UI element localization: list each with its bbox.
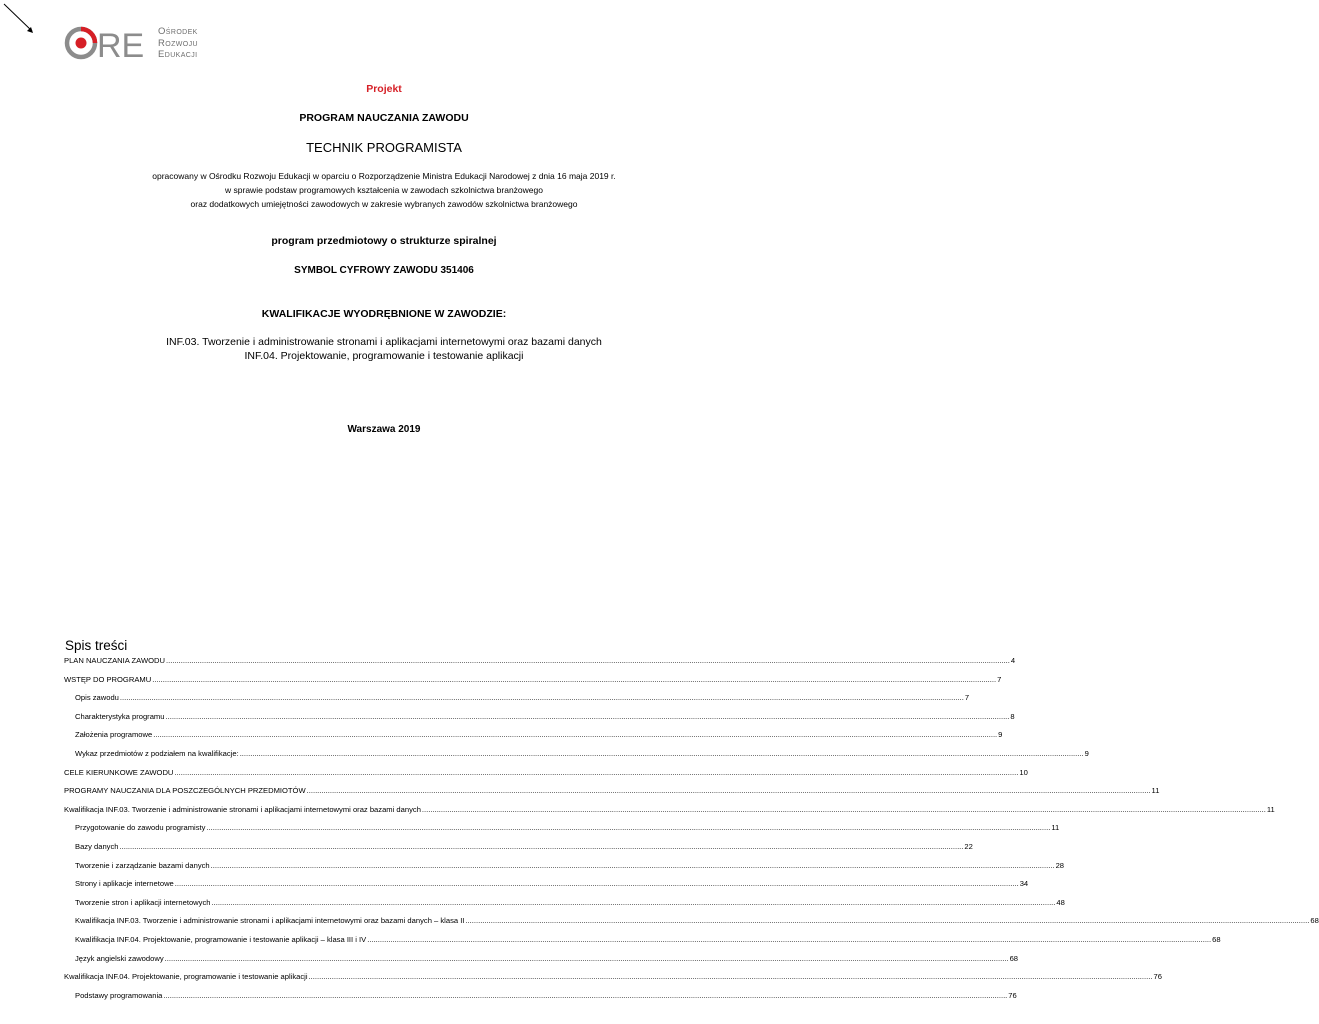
toc-dot-leader: ................................................................................................................................................................................................................................................................................................................................................................................................................ bbox=[206, 823, 1051, 833]
opracowany-line: opracowany w Ośrodku Rozwoju Edukacji w oparciu o Rozporządzenie Ministra Edukacji Narodowej z dnia 16 maja 2019 r. bbox=[152, 171, 616, 181]
toc-entry-page: 7 bbox=[997, 674, 1002, 684]
toc-entry-title: Kwalifikacja INF.04. Projektowanie, programowanie i testowanie aplikacji bbox=[64, 972, 308, 982]
table-of-contents bbox=[64, 656, 1319, 1009]
toc-entry-page: 11 bbox=[1151, 786, 1160, 796]
toc-entry-title: Język angielski zawodowy bbox=[75, 953, 164, 963]
toc-entry[interactable] bbox=[64, 916, 1319, 935]
program-title: PROGRAM NAUCZANIA ZAWODU bbox=[299, 112, 469, 124]
toc-dot-leader: ................................................................................................................................................................................................................................................................................................................................................................................................................ bbox=[367, 934, 1212, 944]
toc-entry-page: 4 bbox=[1010, 656, 1016, 665]
toc-entry-page: 76 bbox=[1008, 990, 1017, 1000]
toc-dot-leader: ................................................................................................................................................................................................................................................................................................................................................................................................................ bbox=[153, 730, 998, 740]
toc-entry[interactable] bbox=[64, 841, 973, 861]
toc-dot-leader: ................................................................................................................................................................................................................................................................................................................................................................................................................ bbox=[119, 693, 964, 703]
toc-dot-leader: ................................................................................................................................................................................................................................................................................................................................................................................................................ bbox=[119, 841, 964, 851]
toc-entry-title: Opis zawodu bbox=[75, 693, 119, 703]
toc-entry-page: 11 bbox=[1266, 804, 1275, 814]
toc-dot-leader: ................................................................................................................................................................................................................................................................................................................................................................................................................ bbox=[308, 972, 1153, 982]
projekt-label: Projekt bbox=[366, 83, 402, 95]
qualifications-heading: KWALIFIKACJE WYODRĘBNIONE W ZAWODZIE: bbox=[261, 308, 507, 320]
toc-entry[interactable] bbox=[64, 786, 1160, 805]
toc-entry-title: PROGRAMY NAUCZANIA DLA POSZCZEGÓLNYCH PRZEDMIOTÓW bbox=[64, 786, 306, 796]
toc-entry-page: 68 bbox=[1212, 934, 1221, 944]
toc-dot-leader: ................................................................................................................................................................................................................................................................................................................................................................................................................ bbox=[465, 916, 1310, 926]
toc-dot-leader: ................................................................................................................................................................................................................................................................................................................................................................................................................ bbox=[165, 656, 1010, 665]
city-year: Warszawa 2019 bbox=[347, 424, 421, 435]
toc-entry-title: Kwalifikacja INF.03. Tworzenie i administrowanie stronami i aplikacjami internetowymi oraz bazami danych – klasa II bbox=[75, 916, 465, 926]
toc-entry-page: 11 bbox=[1051, 823, 1060, 833]
toc-entry-title: Przygotowanie do zawodu programisty bbox=[75, 823, 206, 833]
toc-entry[interactable] bbox=[64, 656, 1016, 675]
toc-dot-leader: ................................................................................................................................................................................................................................................................................................................................................................................................................ bbox=[164, 953, 1009, 963]
toc-entry-page: 8 bbox=[1010, 711, 1015, 721]
toc-entry-title: Strony i aplikacje internetowe bbox=[75, 879, 174, 889]
logo-line: Edukacji bbox=[158, 49, 198, 60]
toc-entry[interactable] bbox=[64, 953, 1019, 973]
toc-entry-title: Wykaz przedmiotów z podziałem na kwalifikacje: bbox=[75, 748, 239, 758]
toc-entry-title: Podstawy programowania bbox=[75, 990, 163, 1000]
toc-entry[interactable] bbox=[64, 972, 1162, 991]
toc-dot-leader: ................................................................................................................................................................................................................................................................................................................................................................................................................ bbox=[152, 674, 997, 684]
program-type: program przedmiotowy o strukturze spiralnej bbox=[271, 235, 497, 247]
toc-dot-leader: ................................................................................................................................................................................................................................................................................................................................................................................................................ bbox=[210, 860, 1055, 870]
symbol-code: SYMBOL CYFROWY ZAWODU 351406 bbox=[294, 265, 474, 276]
opracowany-text bbox=[0, 169, 768, 211]
toc-entry-page: 28 bbox=[1055, 860, 1065, 870]
toc-dot-leader: ................................................................................................................................................................................................................................................................................................................................................................................................................ bbox=[306, 786, 1151, 796]
toc-entry[interactable] bbox=[64, 823, 1060, 842]
toc-title: Spis treści bbox=[65, 638, 128, 653]
toc-entry[interactable] bbox=[64, 767, 1028, 787]
toc-dot-leader: ................................................................................................................................................................................................................................................................................................................................................................................................................ bbox=[211, 897, 1056, 907]
toc-entry-page: 68 bbox=[1009, 953, 1019, 963]
toc-entry[interactable] bbox=[64, 711, 1015, 731]
toc-entry-title: CELE KIERUNKOWE ZAWODU bbox=[64, 767, 174, 777]
logo-line: Rozwoju bbox=[158, 37, 198, 49]
qualifications-list bbox=[0, 336, 768, 363]
logo-line: Ośrodek bbox=[158, 26, 198, 37]
toc-entry-page: 22 bbox=[964, 841, 973, 851]
toc-dot-leader: ................................................................................................................................................................................................................................................................................................................................................................................................................ bbox=[174, 879, 1019, 889]
toc-entry[interactable] bbox=[64, 860, 1065, 880]
toc-entry-page: 48 bbox=[1056, 897, 1065, 907]
qualification-item: INF.03. Tworzenie i administrowanie stronami i aplikacjami internetowymi oraz bazami danych bbox=[166, 336, 602, 348]
opracowany-line: w sprawie podstaw programowych kształcenia w zawodach szkolnictwa branżowego bbox=[225, 185, 543, 195]
toc-dot-leader: ................................................................................................................................................................................................................................................................................................................................................................................................................ bbox=[421, 804, 1266, 814]
svg-text:RE: RE bbox=[97, 27, 145, 65]
toc-entry-title: Kwalifikacja INF.03. Tworzenie i administrowanie stronami i aplikacjami internetowymi oraz bazami danych bbox=[64, 804, 421, 814]
toc-entry-title: Tworzenie i zarządzanie bazami danych bbox=[75, 860, 210, 870]
logo-text bbox=[158, 26, 198, 61]
profession-title: TECHNIK PROGRAMISTA bbox=[306, 140, 462, 155]
toc-entry[interactable] bbox=[64, 879, 1029, 898]
toc-entry-page: 34 bbox=[1019, 879, 1029, 889]
toc-entry[interactable] bbox=[64, 730, 1003, 749]
toc-entry-title: WSTĘP DO PROGRAMU bbox=[64, 674, 152, 684]
toc-entry-title: PLAN NAUCZANIA ZAWODU bbox=[64, 656, 165, 665]
toc-entry[interactable] bbox=[64, 990, 1017, 1010]
toc-entry-title: Kwalifikacja INF.04. Projektowanie, programowanie i testowanie aplikacji – klasa III i IV bbox=[75, 934, 367, 944]
toc-dot-leader: ................................................................................................................................................................................................................................................................................................................................................................................................................ bbox=[239, 748, 1084, 758]
toc-dot-leader: ................................................................................................................................................................................................................................................................................................................................................................................................................ bbox=[163, 990, 1008, 1000]
toc-entry-page: 7 bbox=[964, 693, 970, 703]
toc-dot-leader: ................................................................................................................................................................................................................................................................................................................................................................................................................ bbox=[174, 767, 1019, 777]
toc-entry[interactable] bbox=[64, 693, 970, 712]
toc-entry-title: Założenia programowe bbox=[75, 730, 153, 740]
qualification-item: INF.04. Projektowanie, programowanie i testowanie aplikacji bbox=[244, 349, 524, 362]
arrow-cursor-icon bbox=[2, 2, 38, 38]
toc-entry-title: Charakterystyka programu bbox=[75, 711, 165, 721]
toc-entry-page: 76 bbox=[1153, 972, 1162, 982]
opracowany-line: oraz dodatkowych umiejętności zawodowych w zakresie wybranych zawodów szkolnictwa branżowego bbox=[190, 199, 578, 209]
toc-entry-page: 9 bbox=[998, 730, 1003, 740]
toc-entry[interactable] bbox=[64, 674, 1002, 694]
toc-entry-title: Tworzenie stron i aplikacji internetowych bbox=[75, 897, 211, 907]
toc-entry[interactable] bbox=[64, 804, 1275, 824]
toc-entry-page: 68 bbox=[1310, 916, 1319, 926]
toc-entry[interactable] bbox=[64, 934, 1221, 954]
toc-entry[interactable] bbox=[64, 748, 1089, 768]
toc-entry-title: Bazy danych bbox=[75, 841, 119, 851]
toc-entry-page: 9 bbox=[1084, 748, 1089, 758]
toc-entry[interactable] bbox=[64, 897, 1065, 917]
toc-entry-page: 10 bbox=[1019, 767, 1028, 777]
toc-dot-leader: ................................................................................................................................................................................................................................................................................................................................................................................................................ bbox=[165, 711, 1010, 721]
